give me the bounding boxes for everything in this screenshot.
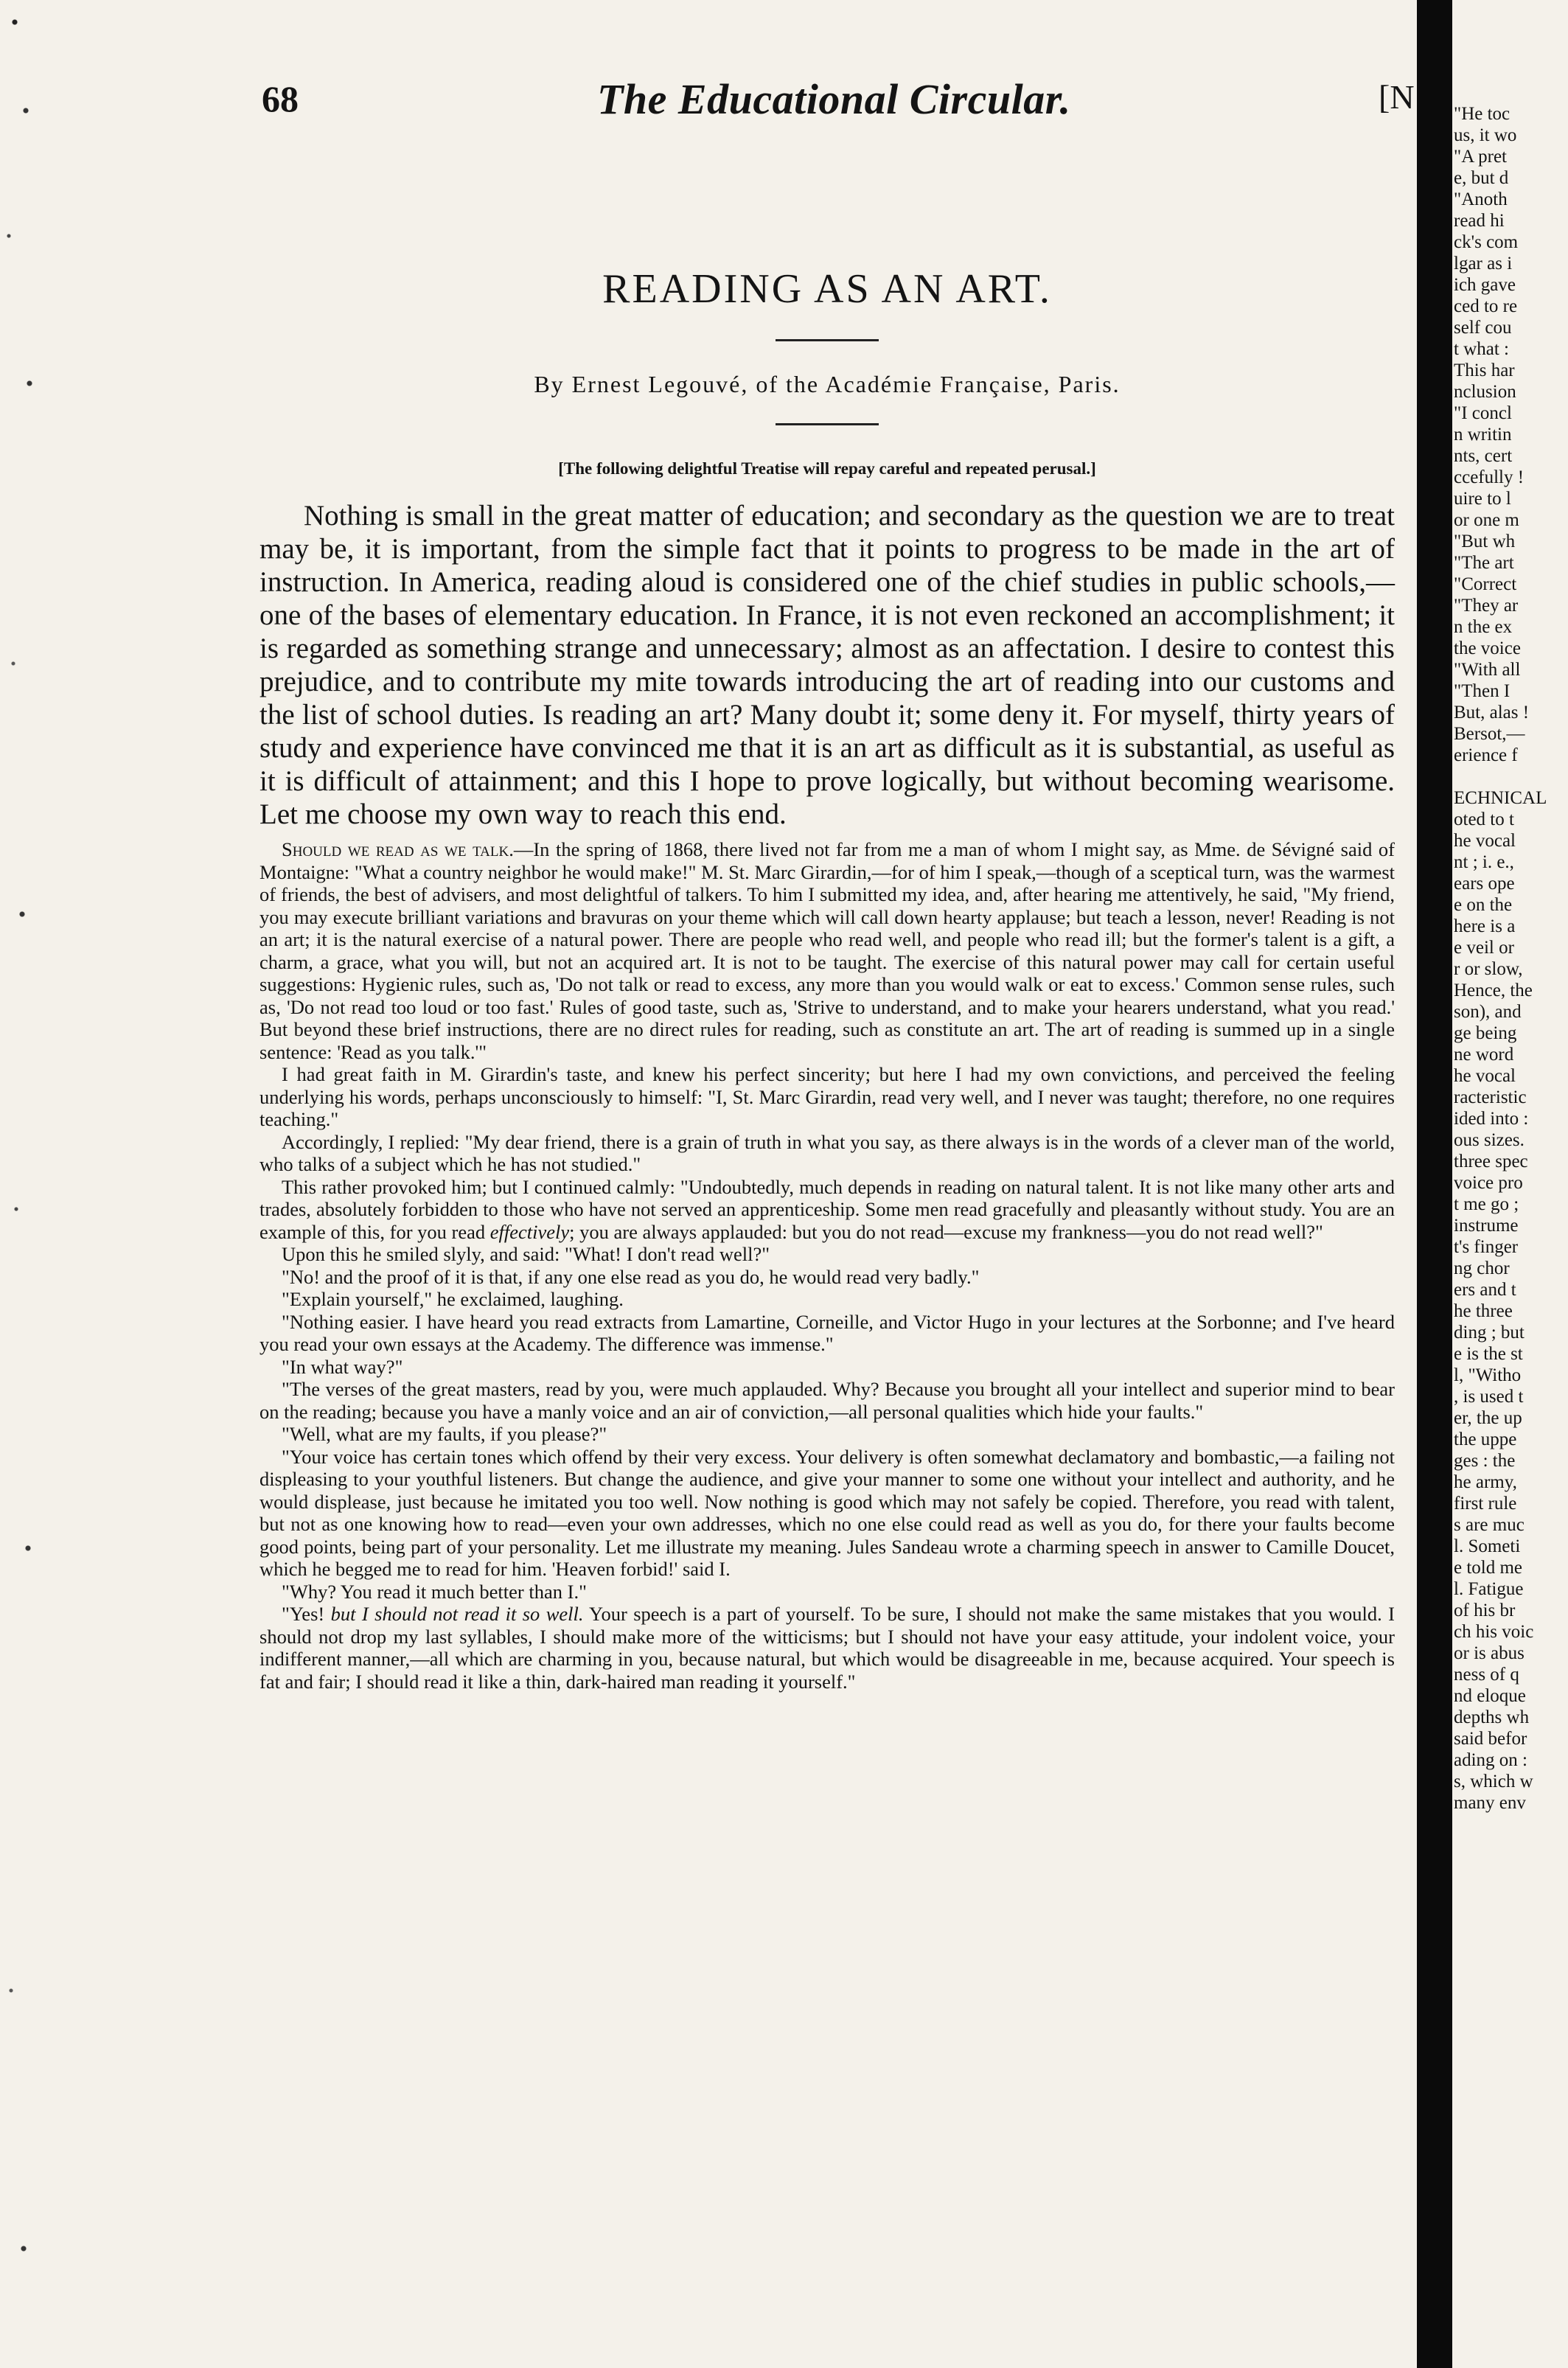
fragment-line: s are muc <box>1454 1515 1525 1535</box>
fragment-line: nd eloque <box>1454 1686 1526 1706</box>
fragment-line: nt ; i. e., <box>1454 852 1514 872</box>
fragment-line: uire to l <box>1454 489 1511 509</box>
fragment-line: of his br <box>1454 1601 1516 1620</box>
fragment-line: three spec <box>1454 1152 1528 1171</box>
body-paragraph: "Yes! but I should not read it so well. Your speech is a part of yourself. To be sure, I should not make the same mistakes that you would. I should not drop my last syllables, I should make more of the witticisms; but I should not have your easy attitude, your indolent voice, your indifferent manner,—all which are charming in you, because natural, but which would be disagreeable in me, because acquired. Your speech is fat and fair; I should read it like a thin, dark-haired man reading it yourself." <box>259 1603 1395 1693</box>
fragment-line: t what : <box>1454 339 1509 359</box>
body-paragraph: "Why? You read it much better than I." <box>282 1580 587 1603</box>
article-title: READING AS AN ART. <box>602 266 1052 312</box>
fragment-line: read hi <box>1454 211 1505 231</box>
fragment-line: ge being <box>1454 1023 1517 1043</box>
fragment-line: "But wh <box>1454 532 1516 551</box>
fragment-line <box>1454 766 1568 787</box>
fragment-line: many env <box>1454 1793 1526 1813</box>
byline-rule <box>776 423 879 425</box>
fragment-line: r or slow, <box>1454 959 1523 979</box>
fragment-line: "The art <box>1454 553 1514 573</box>
fragment-line: he three <box>1454 1301 1513 1321</box>
emphasis: effectively <box>489 1220 570 1243</box>
fragment-line: "A pret <box>1454 147 1507 167</box>
fragment-line: oted to t <box>1454 809 1514 829</box>
body-paragraph: Upon this he smiled slyly, and said: "What! I don't read well?" <box>282 1243 770 1265</box>
body-paragraph: "Explain yourself," he exclaimed, laughing. <box>282 1288 624 1310</box>
body-paragraph: I had great faith in M. Girardin's taste, and knew his perfect sincerity; but here I had my own convictions, and perceived the feeling underlying his words, perhaps unconsciously to himself: "I, St. Marc Girardin, read very well, and I never was taught; therefore, no one requires teaching." <box>259 1063 1395 1130</box>
fragment-line: "I concl <box>1454 403 1512 423</box>
fragment-line: nclusion <box>1454 382 1516 402</box>
next-page-fragment <box>1454 103 1568 2315</box>
fragment-line: son), and <box>1454 1002 1522 1022</box>
article-body <box>259 838 1395 1693</box>
fragment-line: ECHNICAL <box>1454 788 1547 808</box>
intro-paragraph: Nothing is small in the great matter of education; and secondary as the question we are to treat may be, it is important, from the simple fact that it points to progress to be made in the art of instruction. In America, reading aloud is considered one of the chief studies in public schools,—one of the bases of elementary education. In France, it is not even reckoned an accomplishment; it is regarded as something strange and unnecessary; almost as an affectation. I desire to contest this prejudice, and to contribute my mite towards introducing the art of reading into our customs and the list of school duties. Is reading an art? Many doubt it; some deny it. For myself, thirty years of study and experience have convinced me that it is an art as difficult as it is substantial, as useful as it is difficult of attainment; and this I hope to prove logically, but without becoming wearisome. Let me choose my own way to reach this end. <box>259 500 1395 830</box>
title-rule <box>776 339 879 341</box>
fragment-line: he vocal <box>1454 831 1516 851</box>
fragment-line: e, but d <box>1454 168 1509 188</box>
fragment-line: e told me <box>1454 1558 1523 1578</box>
fragment-line: nts, cert <box>1454 446 1513 466</box>
fragment-line: t me go ; <box>1454 1194 1519 1214</box>
fragment-line: ding ; but <box>1454 1323 1525 1343</box>
fragment-line: said befor <box>1454 1729 1527 1749</box>
fragment-line: or is abus <box>1454 1643 1525 1663</box>
fragment-line: here is a <box>1454 916 1516 936</box>
fragment-line: ges : the <box>1454 1451 1516 1471</box>
fragment-line: "They ar <box>1454 596 1519 616</box>
fragment-line: n writin <box>1454 425 1512 445</box>
editorial-note: [The following delightful Treatise will repay careful and repeated perusal.] <box>558 459 1096 478</box>
body-paragraph: "Nothing easier. I have heard you read extracts from Lamartine, Corneille, and Victor Hugo in your lectures at the Sorbonne; and I've heard you read your own essays at the Academy. The difference was immense." <box>259 1310 1395 1355</box>
fragment-line: er, the up <box>1454 1408 1522 1428</box>
fragment-line: ch his voic <box>1454 1622 1534 1642</box>
scanner-edge-specks <box>0 0 81 2368</box>
fragment-line: ced to re <box>1454 296 1518 316</box>
fragment-line: e veil or <box>1454 938 1514 958</box>
fragment-line: first rule <box>1454 1494 1517 1514</box>
page-number: 68 <box>262 78 299 119</box>
fragment-line: "Correct <box>1454 574 1517 594</box>
body-paragraph: "The verses of the great masters, read by you, were much applauded. Why? Because you brought all your intellect and superior mind to bear on the reading; because you have a manly voice and an air of conviction,—all personal qualities which hide your faults." <box>259 1378 1395 1423</box>
fragment-line: "Then I <box>1454 681 1510 701</box>
binding-gutter-shadow <box>1417 0 1452 2368</box>
body-paragraph: "Well, what are my faults, if you please?" <box>282 1423 607 1445</box>
body-paragraph: "No! and the proof of it is that, if any one else read as you do, he would read very badly." <box>282 1265 980 1288</box>
fragment-line: "Anoth <box>1454 189 1508 209</box>
fragment-line: l. Fatigue <box>1454 1579 1524 1599</box>
fragment-line: ers and t <box>1454 1280 1516 1300</box>
fragment-line: ng chor <box>1454 1258 1510 1278</box>
fragment-line: e on the <box>1454 895 1513 915</box>
fragment-line: he army, <box>1454 1472 1517 1492</box>
fragment-line: "He toc <box>1454 104 1510 124</box>
fragment-line: l, "Witho <box>1454 1365 1522 1385</box>
fragment-line: , is used t <box>1454 1387 1524 1407</box>
fragment-line: the voice <box>1454 638 1521 658</box>
fragment-line: ided into : <box>1454 1109 1529 1129</box>
fragment-line: This har <box>1454 361 1515 380</box>
fragment-line: us, it wo <box>1454 125 1517 145</box>
page-header <box>251 77 1415 129</box>
fragment-line: voice pro <box>1454 1173 1523 1193</box>
fragment-line: ich gave <box>1454 275 1516 295</box>
section-lead: Should we read as we talk. <box>282 838 514 860</box>
fragment-line: s, which w <box>1454 1772 1533 1791</box>
fragment-line: erience f <box>1454 745 1518 765</box>
header-right-mark: [N <box>1379 78 1415 116</box>
fragment-line: ous sizes. <box>1454 1130 1525 1150</box>
body-paragraph: "In what way?" <box>282 1355 403 1378</box>
fragment-line: ears ope <box>1454 874 1515 894</box>
body-paragraph: This rather provoked him; but I continued calmly: "Undoubtedly, much depends in reading on natural talent. It is not like many other arts and trades, absolutely forbidden to those who have not served an apprenticeship. Some men read gracefully and pleasantly without study. You are an example of this, for you read effectively; you are always applauded: but you do not read—excuse my frankness—you do not read well?" <box>259 1175 1395 1243</box>
fragment-line: depths wh <box>1454 1707 1530 1727</box>
fragment-line: e is the st <box>1454 1344 1523 1364</box>
fragment-line: racteristic <box>1454 1087 1527 1107</box>
fragment-line: Hence, the <box>1454 981 1533 1000</box>
article-column <box>259 265 1395 1693</box>
fragment-line: "With all <box>1454 660 1521 680</box>
fragment-line: n the ex <box>1454 617 1513 637</box>
running-title: The Educational Circular. <box>597 75 1071 123</box>
body-paragraph: Should we read as we talk.—In the spring of 1868, there lived not far from me a man of whom I might say, as Mme. de Sévigné said of Montaigne: "What a country neighbor he would make!" M. St. Marc Girardin,—for of him I speak,—though of a sceptical turn, was the warmest of friends, the best of advisers, and most delightful of talkers. To him I submitted my idea, and, after hearing me attentively, he said, "My friend, you may execute brilliant variations and bravuras on your theme which will call down hearty applause; but teach a lesson, never! Reading is not an art; it is the natural exercise of a natural power. There are people who read well, and people who read ill; but the former's talent is a gift, a charm, a grace, what you will, but not an acquired art. It is not to be taught. The exercise of this natural power may call for certain useful suggestions: Hygienic rules, such as, 'Do not talk or read to excess, any more than you would walk or eat to excess.' Common sense rules, such as, 'Do not read too loud or too fast.' Rules of good taste, such as, 'Strive to understand, and to make your hearers understand, what you read.' But beyond these brief instructions, there are no direct rules for reading, such as constitute an art. The art of reading is summed up in a single sentence: 'Read as you talk.'" <box>259 838 1395 1063</box>
fragment-line: ne word <box>1454 1045 1514 1065</box>
fragment-line: ck's com <box>1454 232 1519 252</box>
fragment-line: l. Someti <box>1454 1536 1521 1556</box>
fragment-line: But, alas ! <box>1454 703 1530 722</box>
emphasis: but I should not read it so well. <box>330 1603 584 1625</box>
fragment-line: lgar as i <box>1454 254 1513 274</box>
fragment-line: ading on : <box>1454 1750 1527 1770</box>
fragment-line: the uppe <box>1454 1429 1517 1449</box>
fragment-line: self cou <box>1454 318 1512 338</box>
body-paragraph: Accordingly, I replied: "My dear friend, there is a grain of truth in what you say, as there always is in the words of a clever man of the world, who talks of a subject which he has not studied." <box>259 1130 1395 1175</box>
fragment-line: or one m <box>1454 510 1519 530</box>
fragment-line: ccefully ! <box>1454 467 1525 487</box>
fragment-line: instrume <box>1454 1216 1519 1236</box>
fragment-line: he vocal <box>1454 1066 1516 1086</box>
article-byline: By Ernest Legouvé, of the Académie Française, Paris. <box>534 371 1121 397</box>
body-paragraph: "Your voice has certain tones which offend by their very excess. Your delivery is often somewhat declamatory and bombastic,—a failing not displeasing to your youthful listeners. But change the audience, and give your manner to some one without your intellect and authority, and he would displease, just because he imitated you too well. Now nothing is good which may not safely be copied. Therefore, you read with talent, but not as one knowing how to read—even your own addresses, which no one else could read as well as you do, for there your faults become good points, being part of your personality. Let me illustrate my meaning. Jules Sandeau wrote a charming speech in answer to Camille Doucet, which he begged me to read for him. 'Heaven forbid!' said I. <box>259 1445 1395 1580</box>
fragment-line: t's finger <box>1454 1237 1519 1257</box>
fragment-line: Bersot,— <box>1454 724 1525 744</box>
fragment-line: ness of q <box>1454 1665 1519 1685</box>
